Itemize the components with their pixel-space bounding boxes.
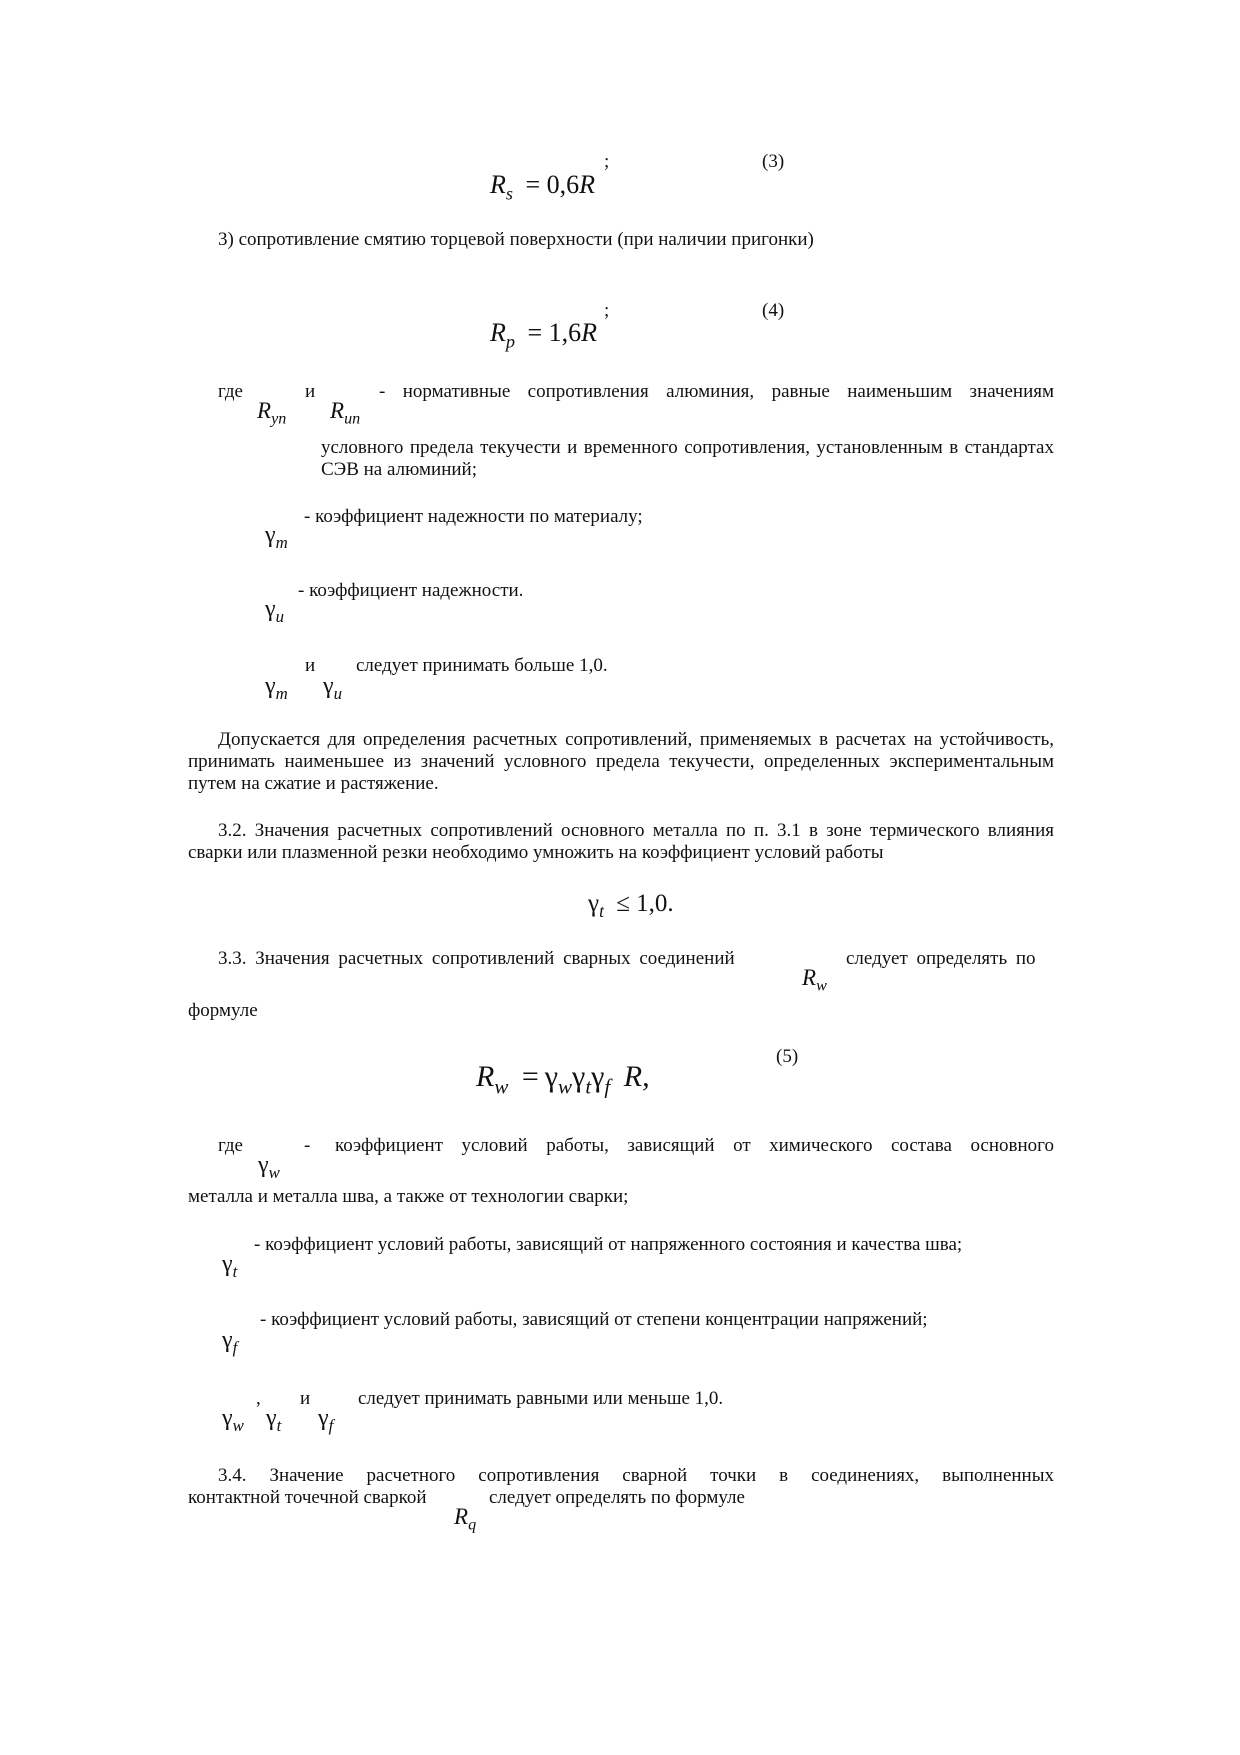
paragraph-3-4-line2-end: следует определять по формуле <box>489 1487 745 1508</box>
symbol-r-w: $R_w$ <box>802 965 827 995</box>
gamma-f-definition: - коэффициент условий работы, зависящий от степени концентрации напряжений; <box>260 1309 928 1330</box>
where-label: где <box>218 381 243 402</box>
equation-5-number: (5) <box>776 1046 799 1067</box>
equation-3-semicolon: ; <box>604 151 610 172</box>
symbol-gamma-f-2: $\gamma_f$ <box>318 1405 334 1435</box>
equation-3-number: (3) <box>762 151 785 172</box>
symbol-r-q: $R_q$ <box>454 1504 477 1534</box>
gamma-u-definition: - коэффициент надежности. <box>298 580 524 601</box>
where-label-2: где <box>218 1135 243 1156</box>
equation-3: $R_s = 0,6R$ <box>490 170 596 204</box>
gamma-m-definition: - коэффициент надежности по материалу; <box>304 506 643 527</box>
comma: , <box>256 1388 261 1409</box>
item-3-text: 3) сопротивление смятию торцевой поверхности (при наличии пригонки) <box>218 229 814 250</box>
symbol-gamma-m-2: $\gamma_m$ <box>265 673 288 703</box>
paragraph-3-4-line2-start: контактной точечной сваркой <box>188 1487 427 1508</box>
paragraph-3-4: 3.4. Значение расчетного сопротивления сварной точки в соединениях, выполненных <box>218 1465 1054 1486</box>
norm-resistance-continuation: условного предела текучести и временного сопротивления, установленным в стандартах СЭВ на алюминий; <box>321 437 1054 480</box>
gamma-w-continuation: металла и металла шва, а также от технологии сварки; <box>188 1186 629 1207</box>
symbol-gamma-t: $\gamma_t$ <box>222 1251 238 1281</box>
gamma-t-definition: - коэффициент условий работы, зависящий от напряженного состояния и качества шва; <box>254 1234 963 1255</box>
symbol-gamma-m: $\gamma_m$ <box>265 522 288 552</box>
paragraph-3-2: 3.2. Значения расчетных сопротивлений основного металла по п. 3.1 в зоне термического влияния сварки или плазменной резки необходимо умножить на коэффициент условий работы <box>188 820 1054 863</box>
and-word-2: и <box>305 655 316 676</box>
symbol-gamma-u: $\gamma_u$ <box>265 596 284 626</box>
equation-4-semicolon: ; <box>604 300 610 321</box>
paragraph-allowed: Допускается для определения расчетных сопротивлений, применяемых в расчетах на устойчивость, принимать наименьшее из значений условного предела текучести, определенных экспериментальным путем на сжатие и растяжение. <box>188 729 1054 794</box>
paragraph-3-3-end: следует определять по <box>846 948 1036 969</box>
paragraph-3-3-formula-word: формуле <box>188 1000 258 1021</box>
and-word: и <box>305 381 316 402</box>
equation-5: $R_w = \gamma_w\gamma_t\gamma_f$ R, <box>476 1060 650 1099</box>
gamma-w-t-f-rule: следует принимать равными или меньше 1,0. <box>358 1388 724 1409</box>
dash: - <box>304 1135 311 1156</box>
symbol-r-un: $R_{un}$ <box>330 398 361 428</box>
symbol-gamma-w-2: $\gamma_w$ <box>222 1405 244 1435</box>
symbol-gamma-u-2: $\gamma_u$ <box>323 673 342 703</box>
equation-4-number: (4) <box>762 300 785 321</box>
norm-resistance-text: - нормативные сопротивления алюминия, равные наименьшим значениям <box>379 381 1054 402</box>
equation-gamma-t: $\gamma_t \le 1,0$. <box>588 890 674 922</box>
paragraph-3-3-start: 3.3. Значения расчетных сопротивлений сварных соединений <box>218 948 735 969</box>
gamma-w-definition: коэффициент условий работы, зависящий от химического состава основного <box>335 1135 1054 1156</box>
symbol-gamma-w: $\gamma_w$ <box>258 1152 280 1182</box>
and-word-3: и <box>300 1388 311 1409</box>
symbol-gamma-t-2: $\gamma_t$ <box>266 1405 282 1435</box>
gamma-m-u-rule: следует принимать больше 1,0. <box>356 655 608 676</box>
symbol-gamma-f: $\gamma_f$ <box>222 1327 238 1357</box>
symbol-r-yn: $R_{yn}$ <box>257 398 287 428</box>
equation-4: $R_p = 1,6R$ <box>490 318 598 352</box>
